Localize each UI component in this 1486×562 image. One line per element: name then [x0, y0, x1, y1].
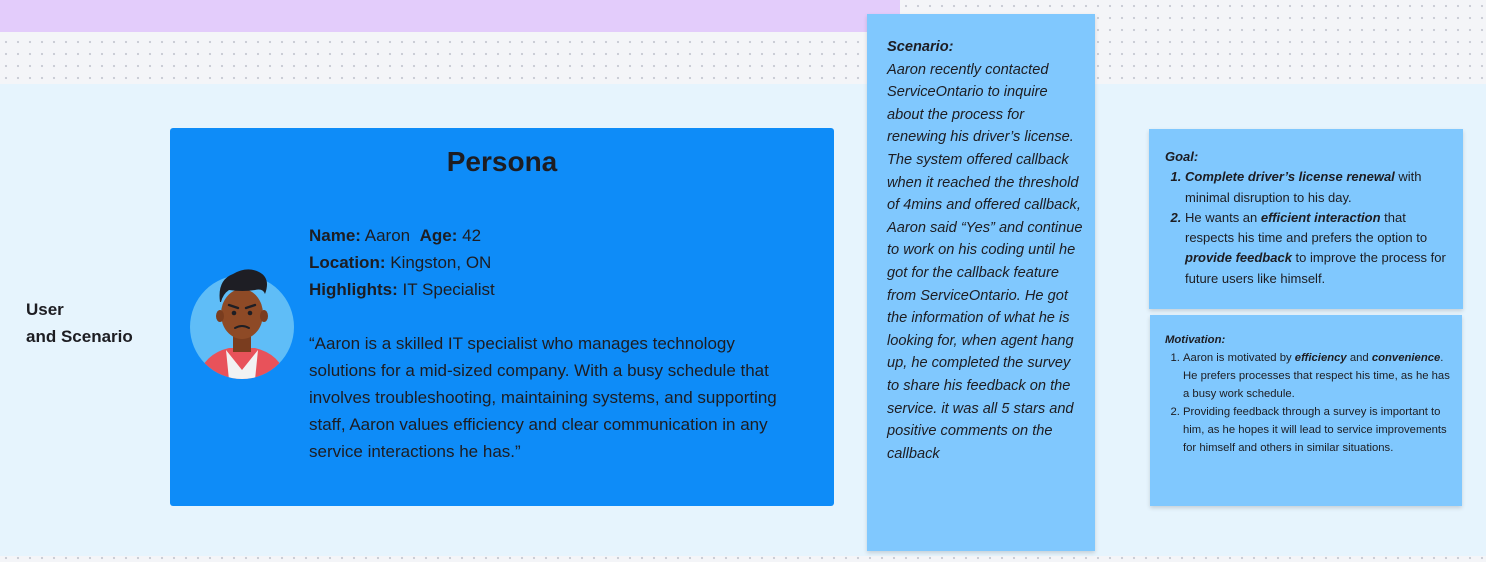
goal-item-2-rest: to improve the process for future users like himself. — [1185, 250, 1446, 286]
scenario-sticky-note[interactable] — [867, 14, 1095, 551]
motivation-label: Motivation: — [1165, 334, 1226, 346]
motivation-item-1-mid: and — [1346, 352, 1372, 364]
top-band — [0, 0, 900, 32]
user-scenario-section — [0, 84, 1486, 556]
name-label: Name: — [309, 226, 361, 245]
goal-item-1-rest: with minimal disruption to his day. — [1185, 169, 1422, 205]
goal-sticky-note[interactable] — [1149, 129, 1463, 309]
section-label-line2: and Scenario — [26, 327, 133, 346]
location-label: Location: — [309, 253, 386, 272]
persona-title: Persona — [446, 146, 558, 177]
motivation-item-2: 2. Providing feedback through a survey is important to him, as he hopes it will lead to service improvements for himself and others in similar situations. — [1183, 403, 1455, 457]
motivation-list — [1165, 349, 1455, 457]
goal-item-1 — [1185, 167, 1455, 208]
persona-quote: “Aaron is a skilled IT specialist who manages technology solutions for a mid-sized company. With a busy schedule that involves troubleshooting, maintaining systems, and supporting staff, Aaron values efficiency and clear communication in any service interactions he has.” — [309, 334, 777, 461]
man-avatar-icon — [189, 258, 295, 380]
section-label — [26, 296, 133, 350]
goal-item-2-bold1: efficient interaction — [1260, 209, 1381, 225]
goal-item-2-pre: He wants an — [1185, 209, 1261, 225]
highlights-value: IT Specialist — [402, 280, 495, 299]
persona-card[interactable] — [170, 128, 834, 506]
scenario-text: Aaron recently contacted ServiceOntario to inquire about the process for renewing his driver’s license. The system offered callback when it reached the threshold of 4mins and offered callback, Aaron said “Yes” and continue to work on his coding until he got for the callback feature from ServiceOntario. He got the information of what he is looking for, when agent hang up, he completed the survey to share his feedback on the service. it was all 5 stars and positive comments on the callback — [887, 61, 1083, 462]
goal-item-1-bold: Complete driver’s license renewal — [1185, 169, 1395, 185]
motivation-content — [1165, 331, 1455, 457]
persona-name-row — [309, 222, 495, 249]
section-label-line1: User — [26, 300, 64, 319]
goal-content — [1165, 147, 1455, 289]
scenario-label: Scenario: — [887, 39, 954, 55]
motivation-item-1-bold1: efficiency — [1294, 352, 1347, 364]
goal-list — [1165, 167, 1455, 289]
goal-item-2-bold2: provide feedback — [1185, 250, 1292, 266]
name-value: Aaron — [364, 226, 411, 245]
motivation-item-1-pre: Aaron is motivated by — [1183, 352, 1295, 364]
scenario-content — [887, 36, 1083, 465]
persona-details — [309, 222, 495, 303]
persona-highlights-row — [309, 276, 495, 303]
goal-item-2-mid: that respects his time and prefers the option to — [1185, 209, 1428, 246]
motivation-item-1-rest: . He prefers processes that respect his time, as he has a busy work schedule. — [1183, 352, 1450, 400]
motivation-item-1-bold2: convenience — [1371, 352, 1441, 364]
location-value: Kingston, ON — [390, 253, 492, 272]
age-value: 42 — [462, 226, 482, 245]
highlights-label: Highlights: — [309, 280, 398, 299]
persona-location-row — [309, 249, 495, 276]
motivation-sticky-note[interactable] — [1150, 315, 1462, 506]
age-label: Age: — [419, 226, 458, 245]
motivation-item-1 — [1183, 349, 1455, 403]
goal-label: Goal: — [1165, 149, 1199, 164]
goal-item-2 — [1185, 208, 1455, 289]
